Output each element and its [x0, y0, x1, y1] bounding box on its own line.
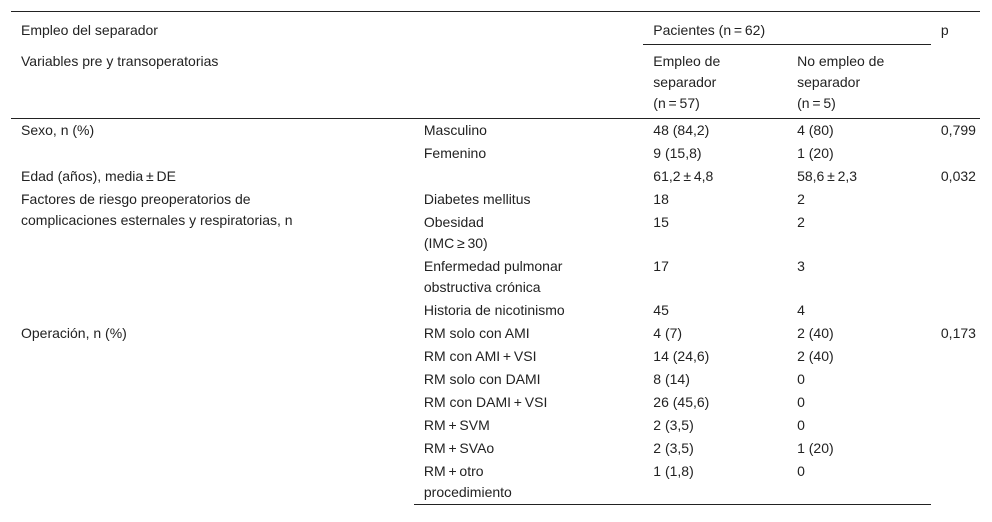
without-separator-cell: 2 (40) — [797, 325, 834, 341]
with-separator-cell: 9 (15,8) — [653, 145, 702, 161]
without-separator-cell: 3 — [797, 258, 805, 274]
subcategory-cell: RM solo con DAMI — [423, 371, 541, 387]
header-patients: Pacientes (n = 62) — [643, 12, 931, 45]
without-separator-cell: 0 — [787, 460, 931, 505]
p-value-cell: 0,799 — [931, 119, 980, 166]
variable-cell: Factores de riesgo preoperatorios de complicaciones esternales y respiratorias, n — [21, 191, 293, 228]
subcategory-cell: Diabetes mellitus — [423, 191, 531, 207]
with-separator-cell: 17 — [653, 258, 669, 274]
with-separator-cell: 14 (24,6) — [653, 348, 710, 364]
without-separator-cell: 0 — [797, 371, 805, 387]
table-row — [11, 165, 980, 188]
without-separator-cell: 2 — [797, 214, 805, 230]
table-body — [11, 119, 980, 505]
with-separator-cell: 61,2 ± 4,8 — [653, 168, 714, 184]
p-value-cell — [931, 188, 980, 322]
data-table — [11, 11, 980, 505]
with-separator-cell: 4 (7) — [653, 325, 683, 341]
subcategory-cell: Masculino — [414, 119, 643, 143]
variable-cell: Edad (años), media ± DE — [21, 168, 176, 184]
subcategory-cell: Historia de nicotinismo — [423, 302, 565, 318]
without-separator-cell: 4 (80) — [787, 119, 931, 143]
with-separator-cell: 8 (14) — [653, 371, 690, 387]
table-row — [11, 322, 980, 345]
table-row — [11, 188, 980, 211]
subcategory-cell: RM + SVM — [423, 417, 490, 433]
header-with-separator: Empleo de separador (n = 57) — [653, 53, 721, 111]
header-variables: Variables pre y transoperatorias — [21, 52, 219, 69]
with-separator-cell: 26 (45,6) — [653, 394, 710, 410]
subcategory-cell — [414, 165, 643, 188]
variable-cell: Operación, n (%) — [21, 325, 127, 341]
without-separator-cell: 0 — [797, 394, 805, 410]
with-separator-cell: 45 — [653, 302, 669, 318]
subcategory-cell: Femenino — [423, 145, 487, 161]
p-value-cell: 0,032 — [940, 168, 976, 184]
without-separator-cell: 4 — [797, 302, 805, 318]
subcategory-cell: RM con DAMI + VSI — [423, 394, 548, 410]
subcategory-cell: Enfermedad pulmonar obstructiva crónica — [423, 258, 563, 295]
with-separator-cell: 2 (3,5) — [653, 417, 694, 433]
with-separator-cell: 18 — [653, 191, 669, 207]
subcategory-cell: RM + otro procedimiento — [414, 460, 643, 505]
p-value-cell: 0,173 — [940, 325, 976, 341]
subcategory-cell: RM + SVAo — [423, 440, 495, 456]
with-separator-cell: 1 (1,8) — [643, 460, 787, 505]
without-separator-cell: 1 (20) — [797, 145, 834, 161]
with-separator-cell: 48 (84,2) — [643, 119, 787, 143]
without-separator-cell: 58,6 ± 2,3 — [797, 168, 858, 184]
subcategory-cell: RM solo con AMI — [423, 325, 530, 341]
without-separator-cell: 2 — [797, 191, 805, 207]
header-without-separator: No empleo de separador (n = 5) — [797, 53, 885, 111]
header-employment: Empleo del separador — [11, 12, 643, 45]
header-p: p — [931, 12, 980, 119]
with-separator-cell: 15 — [653, 214, 669, 230]
with-separator-cell: 2 (3,5) — [653, 440, 694, 456]
without-separator-cell: 0 — [797, 417, 805, 433]
without-separator-cell: 1 (20) — [797, 440, 834, 456]
variable-cell: Sexo, n (%) — [11, 119, 414, 166]
subcategory-cell: RM con AMI + VSI — [423, 348, 537, 364]
subcategory-cell: Obesidad (IMC ≥ 30) — [423, 214, 488, 251]
table-row — [11, 119, 980, 143]
without-separator-cell: 2 (40) — [797, 348, 834, 364]
